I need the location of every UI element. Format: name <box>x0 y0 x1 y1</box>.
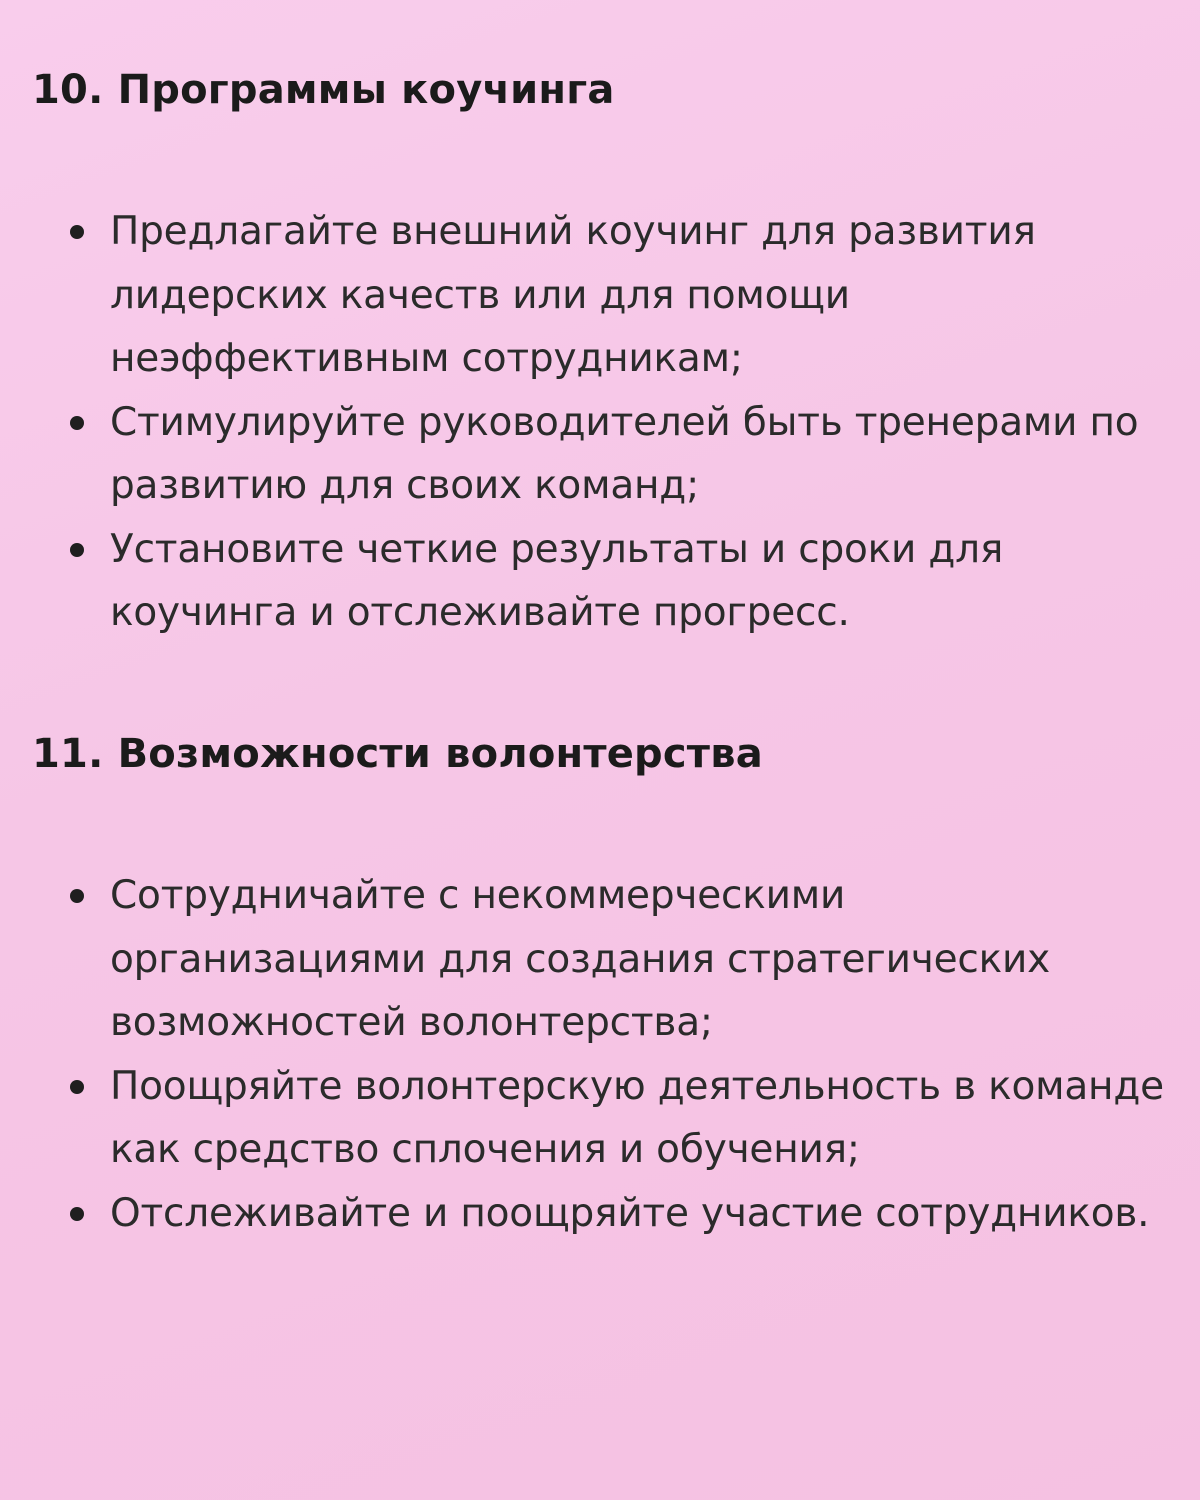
bullet-item <box>32 391 1172 518</box>
bullet-dot-icon <box>70 543 84 557</box>
bullet-dot-icon <box>70 1207 84 1221</box>
bullet-item <box>32 200 1172 391</box>
bullet-dot-icon <box>70 1080 84 1094</box>
bullet-text: Стимулируйте руководителей быть тренерами по развитию для своих команд; <box>110 399 1139 508</box>
bullet-item <box>32 864 1172 1055</box>
bullet-text: Сотрудничайте с некоммерческими организациями для создания стратегических возможностей волонтерства; <box>110 873 1050 1045</box>
bullet-text: Установите четкие результаты и сроки для коучинга и отслеживайте прогресс. <box>110 526 1004 635</box>
bullet-dot-icon <box>70 225 84 239</box>
bullet-text: Предлагайте внешний коучинг для развития лидерских качеств или для помощи неэффективным сотрудникам; <box>110 209 1036 381</box>
bullet-item <box>32 1182 1172 1246</box>
section-title: 10. Программы коучинга <box>32 67 615 113</box>
bullet-item <box>32 518 1172 645</box>
bullet-item <box>32 1055 1172 1182</box>
section-title: 11. Возможности волонтерства <box>32 731 763 777</box>
bullet-text: Поощряйте волонтерскую деятельность в команде как средство сплочения и обучения; <box>110 1063 1164 1172</box>
section-volunteering-opportunities <box>32 724 1172 1245</box>
section-coaching-programs <box>32 60 1172 645</box>
bullet-dot-icon <box>70 416 84 430</box>
bullet-dot-icon <box>70 889 84 903</box>
bullet-text: Отслеживайте и поощряйте участие сотрудников. <box>110 1190 1150 1236</box>
bullet-list <box>32 200 1172 645</box>
bullet-list <box>32 864 1172 1245</box>
